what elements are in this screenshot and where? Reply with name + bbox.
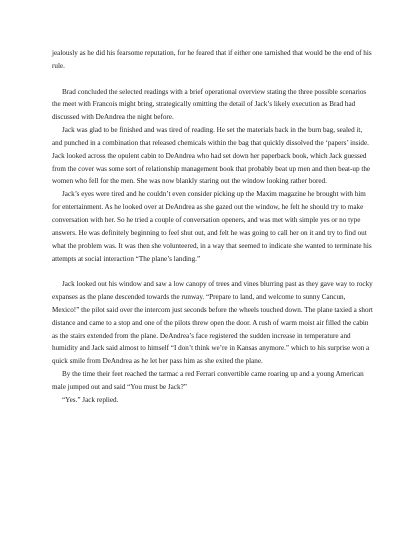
paragraph-continuation: jealously as he did his fearsome reputation, for he feared that if either one tarnished that would be the end of his rule.: [52, 49, 372, 70]
paragraph-tarmac: By the time their feet reached the tarmac a red Ferrari convertible came roaring up and a young American male jumped out and said “You must be Jack?”: [52, 370, 364, 391]
paragraph-jack-looked-out: Jack looked out his window and saw a low canopy of trees and vines blurring past as they gave way to rocky expanses as the plane descended towards the runway. “Prepare to land, and welcome to sunny Cancun, Mexico!” the pilot said over the intercom just seconds before the wheels touched down. The plane taxied a short distance and came to a stop and one of the pilots threw open the door. A rush of warm moist air filled the cabin as the stairs extended from the plane. DeAndrea’s face registered the sudden increase in temperature and humidity and Jack said almost to himself “I don’t think we’re in Kansas anymore.” which to his surprise won a quick smile from DeAndrea as he let her pass him as she exited the plane.: [52, 280, 373, 366]
paragraph-jack-glad: Jack was glad to be finished and was tired of reading. He set the materials back in the burn bag, sealed it, and punched in a combination that released chemicals within the bag that quickly dissolved the ‘papers’ inside. Jack looked across the opulent cabin to DeAndrea who had set down her paperback book, which Jack guessed from the cover was some sort of relationship management book that probably beat up men and then beat-up the women who fell for the men. She was now blankly staring out the window looking rather bored.: [52, 126, 371, 186]
paragraph-brad-concluded: Brad concluded the selected readings with a brief operational overview stating the three possible scenarios the meet with Francois might bring, strategically omitting the detail of Jack’s likely execution as Brad had discussed with DeAndrea the night before.: [52, 87, 367, 122]
paragraph-jack-replied: “Yes.” Jack replied.: [62, 395, 119, 404]
paragraph-gap: [52, 73, 374, 86]
paragraph-jack-eyes-tired: Jack’s eyes were tired and he couldn’t even consider picking up the Maxim magazine he brought with him for entertainment. As he looked over at DeAndrea as she gazed out the window, he felt he should try to make conversation with her. So he tried a couple of conversation openers, and was met with simple yes or no type answers. He was definitely beginning to feel shut out, and felt he was going to call her on it and try to find out what the problem was. It was then she volunteered, in a way that seemed to indicate she wanted to terminate his attempts at social interaction “The plane’s landing.”: [52, 190, 372, 263]
document-page: [52, 47, 374, 407]
paragraph-gap: [52, 265, 374, 278]
